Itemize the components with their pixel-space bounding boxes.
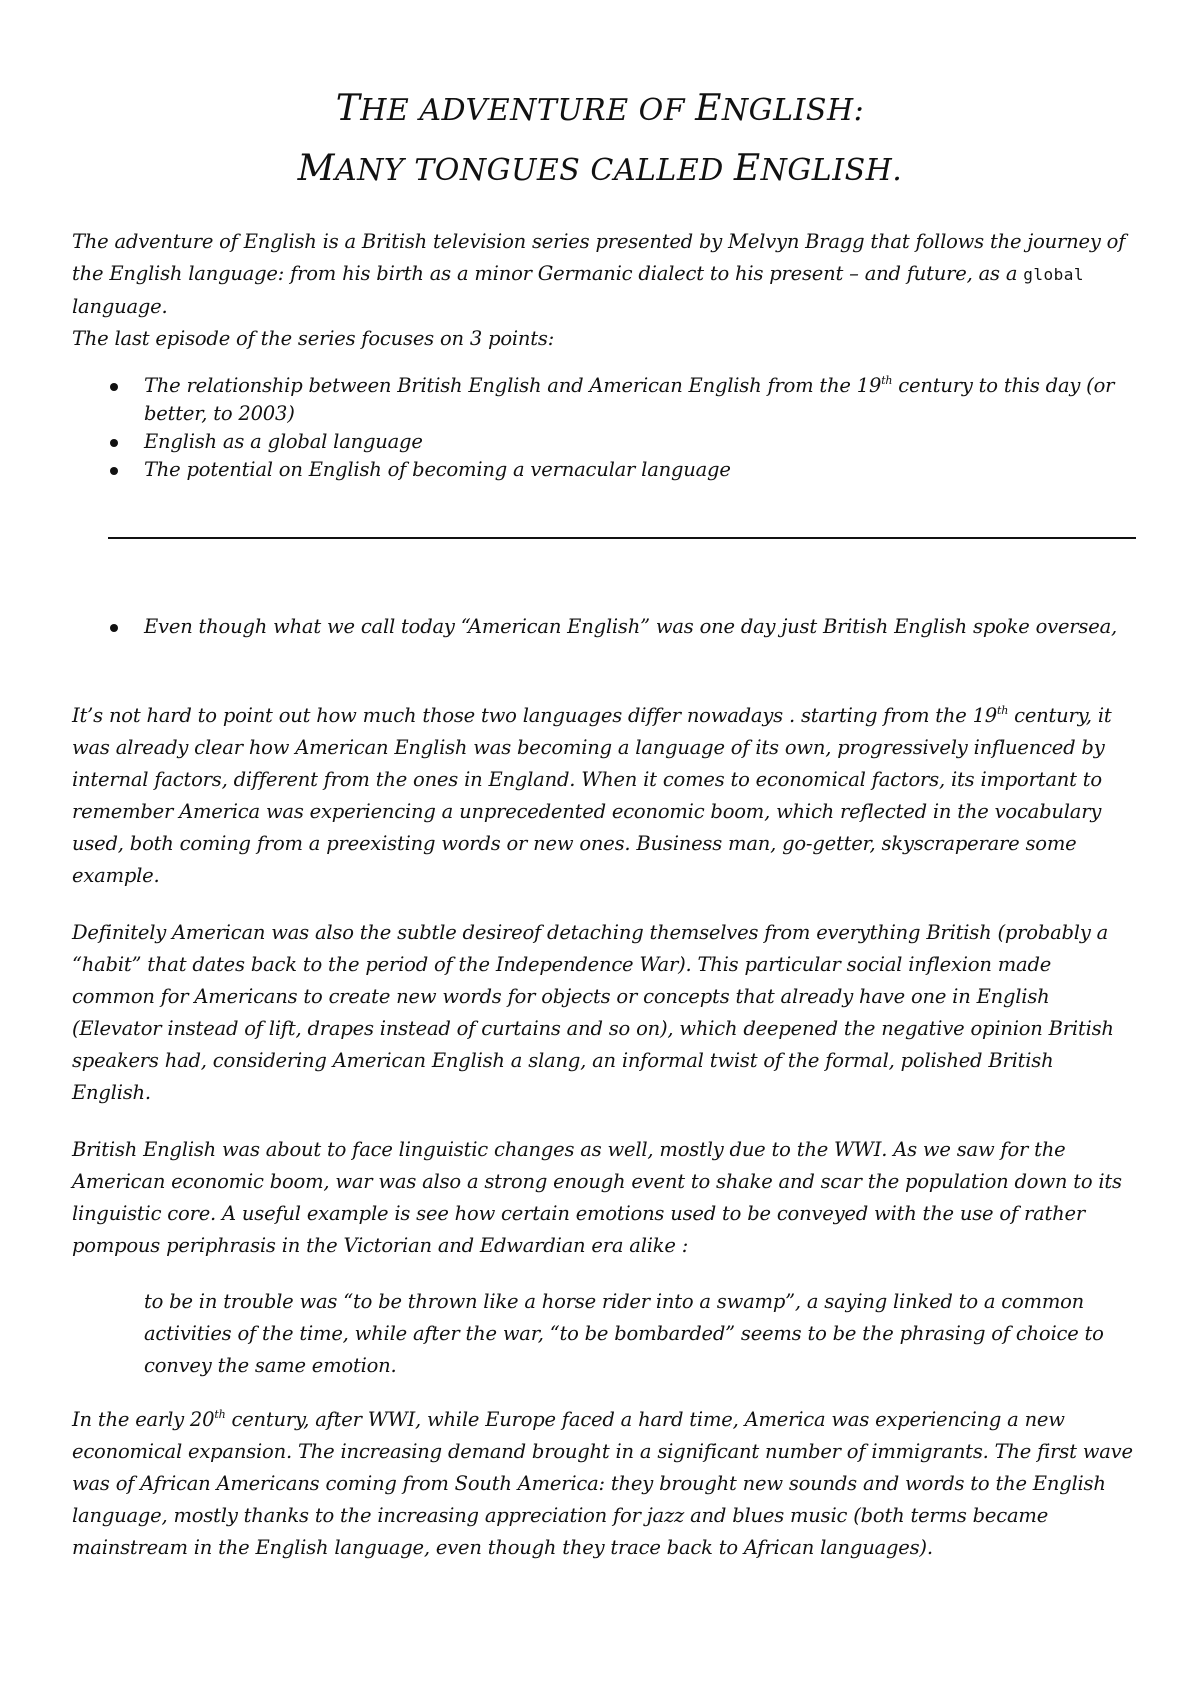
intro-paragraph: The adventure of English is a British television series presented by Melvyn Bragg that follows the journey of the English language: from his birth as a minor Germanic dialect to his present – and future, as a global language. The last episode of the series focuses on 3 points: xyxy=(72,230,1126,350)
title-line-2: MANY TONGUES CALLED ENGLISH. xyxy=(297,148,903,189)
section-bullet-list xyxy=(72,613,1128,641)
title-line-1: THE ADVENTURE OF ENGLISH: xyxy=(335,88,865,129)
bullet-icon xyxy=(110,467,118,475)
list-item: The relationship between British English and American English from the 19th century to this day (or better, to 2003) xyxy=(72,372,1128,428)
bullet-icon xyxy=(110,439,118,447)
bullet-icon xyxy=(110,383,118,391)
list-item: Even though what we call today “American English” was one day just British English spoke oversea, xyxy=(72,613,1128,641)
paragraph-early-20th: In the early 20th century, after WWI, while Europe faced a hard time, America was experiencing a new economical expansion. The increasing demand brought in a significant number of immigrants. The first wave was of African Americans coming from South America: they brought new sounds and words to the English language, mostly thanks to the increasing appreciation for jazz and blues music (both terms became mainstream in the English language, even though they trace back to African languages). xyxy=(72,1408,1133,1559)
document-title xyxy=(72,80,1128,200)
paragraph-british-wwi: British English was about to face linguistic changes as well, mostly due to the WWI. As we saw for the American economic boom, war was also a strong enough event to shake and scar the population down to its linguistic core. A useful example is see how certain emotions used to be conveyed with the use of rather pompous periphrasis in the Victorian and Edwardian era alike : xyxy=(72,1138,1122,1257)
horizontal-divider xyxy=(108,537,1136,539)
points-list xyxy=(72,372,1128,484)
bullet-icon xyxy=(110,624,118,632)
block-quote: to be in trouble was “to be thrown like a horse rider into a swamp”, a saying linked to a common activities of the time, while after the war, “to be bombarded” seems to be the phrasing of choice to convey the same emotion. xyxy=(144,1290,1104,1377)
paragraph-american-english: It’s not hard to point out how much those two languages differ nowadays . starting from the 19th century, it was already clear how American English was becoming a language of its own, progressively influenced by internal factors, different from the ones in England. When it comes to economical factors, its important to remember America was experiencing a unprecedented economic boom, which reflected in the vocabulary used, both coming from a preexisting words or new ones. Business man, go-getter, skyscraperare some example. xyxy=(72,704,1112,887)
list-item: The potential on English of becoming a vernacular language xyxy=(72,456,1128,484)
paragraph-detaching: Definitely American was also the subtle desireof detaching themselves from everything British (probably a “habit” that dates back to the period of the Independence War). This particular social inflexion made common for Americans to create new words for objects or concepts that already have one in English (Elevator instead of lift, drapes instead of curtains and so on), which deepened the negative opinion British speakers had, considering American English a slang, an informal twist of the formal, polished British English. xyxy=(72,921,1114,1104)
list-item: English as a global language xyxy=(72,428,1128,456)
focus-line: The last episode of the series focuses on 3 points: xyxy=(72,327,555,350)
global-word: global xyxy=(1023,265,1085,284)
